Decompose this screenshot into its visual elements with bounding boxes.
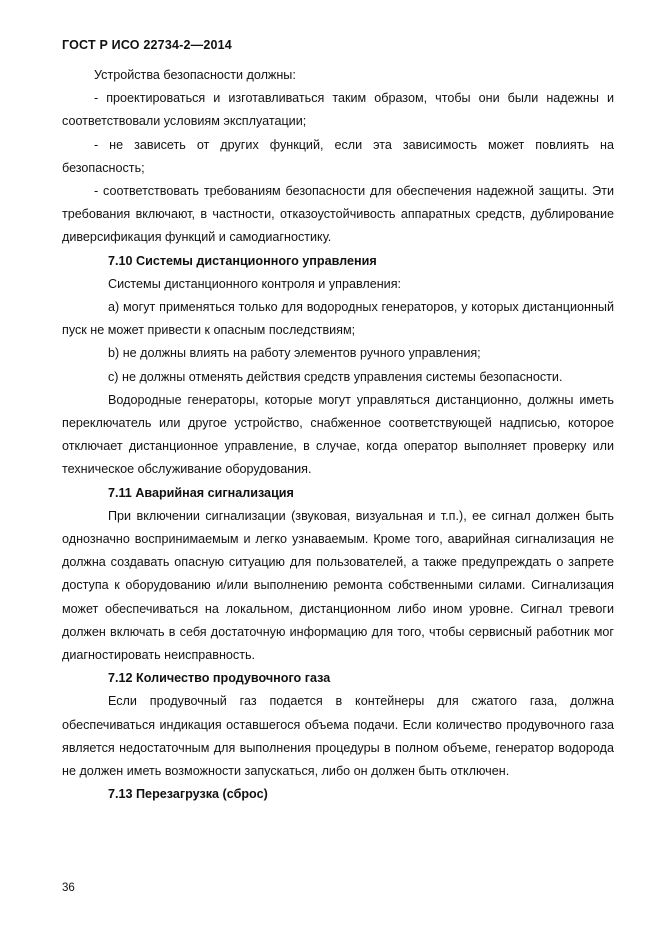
list-item-a: а) могут применяться только для водородных генераторов, у которых дистанционный пуск не может привести к опасным последствиям; [62,300,614,338]
section-title-7-11: 7.11 Аварийная сигнализация [108,485,294,500]
paragraph-purge-gas: Если продувочный газ подается в контейнеры для сжатого газа, должна обеспечиваться индикация оставшегося объема подачи. Если количество продувочного газа является недостаточным для выполнения процедуры в полном объеме, генератор водорода не должен иметь возможности запускаться, либо он должен быть отключен. [62,694,614,779]
section-title-7-12: 7.12 Количество продувочного газа [108,671,331,686]
paragraph-safety-devices-intro: Устройства безопасности должны: [94,68,296,82]
list-item-b: b) не должны влиять на работу элементов ручного управления; [108,346,481,361]
list-item-independent: - не зависеть от других функций, если эта зависимость может повлиять на безопасность; [62,137,614,175]
section-title-7-10: 7.10 Системы дистанционного управления [108,253,377,268]
paragraph-alarm: При включении сигнализации (звуковая, визуальная и т.п.), ее сигнал должен быть однозначно воспринимаемым и легко узнаваемым. Кроме того, аварийная сигнализация не должна создавать опасную ситуацию для пользователей, а также предупреждать о запрете доступа к оборудованию и/или выполнению ремонта собственными силами. Сигнализация может обеспечиваться на локальном, дистанционном либо ином уровне. Сигнал тревоги должен включать в себя достаточную информацию для того, чтобы сервисный работник мог диагностировать неисправность. [62,508,614,663]
list-item-reliable: - проектироваться и изготавливаться таким образом, чтобы они были надежны и соответствовали условиям эксплуатации; [62,91,614,129]
page-body [62,64,614,807]
page-number: 36 [62,882,75,894]
section-title-7-13: 7.13 Перезагрузка (сброс) [108,787,268,802]
page-header: ГОСТ Р ИСО 22734-2—2014 [62,38,232,52]
list-item-safety-requirements: - соответствовать требованиям безопасности для обеспечения надежной защиты. Эти требования включают, в частности, отказоустойчивость аппаратных средств, дублирование диверсификация функций и самодиагностику. [62,184,614,245]
paragraph-remote-systems-intro: Системы дистанционного контроля и управления: [108,276,402,291]
paragraph-remote-switch: Водородные генераторы, которые могут управляться дистанционно, должны иметь переключатель или другое устройство, снабженное соответствующей надписью, которое отключает дистанционное управление, в случае, когда оператор выполняет проверку или техническое обслуживание оборудования. [62,392,614,477]
list-item-c: с) не должны отменять действия средств управления системы безопасности. [108,369,563,384]
